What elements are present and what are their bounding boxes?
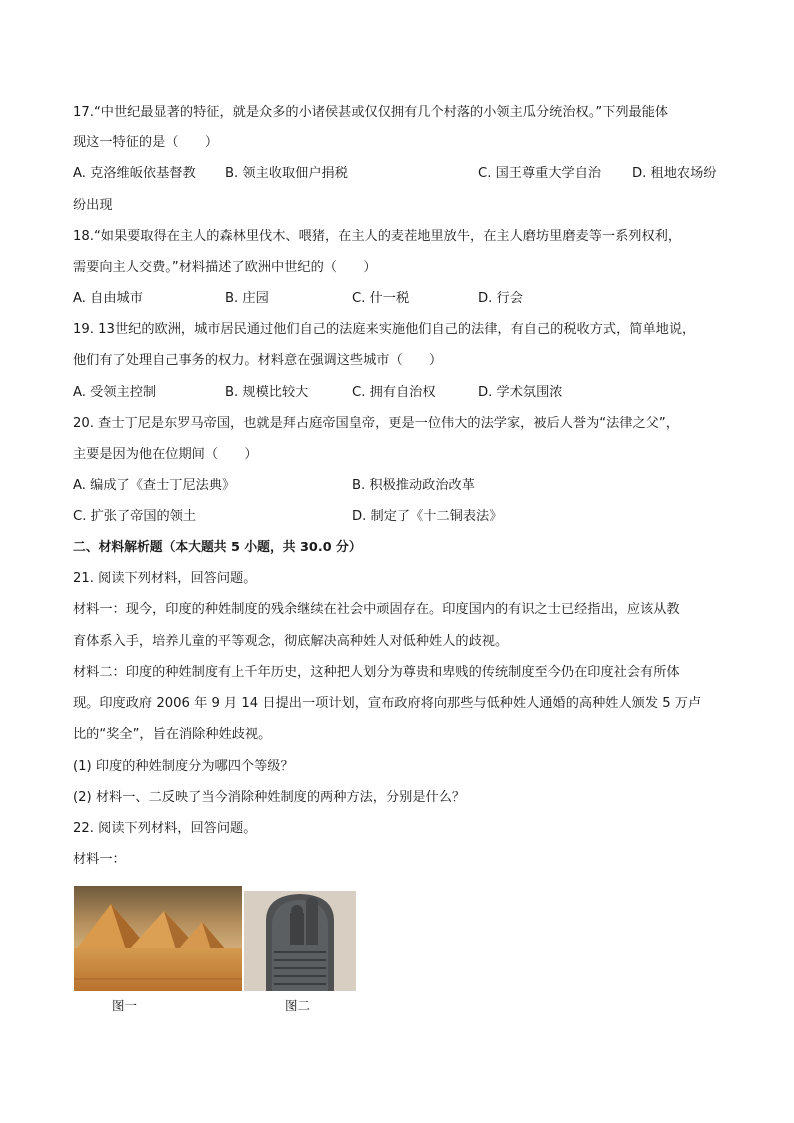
q18-option-d: D. 行会 xyxy=(478,291,523,306)
q21-material1-line1: 材料一：现今，印度的种姓制度的残余继续在社会中顽固存在。印度国内的有识之士已经指出，应该从教 xyxy=(73,602,680,617)
q19-option-b: B. 规模比较大 xyxy=(225,385,309,400)
q19-option-c: C. 拥有自治权 xyxy=(352,385,436,400)
q20-option-b: B. 积极推动政治改革 xyxy=(352,478,475,493)
q21-material1-line2: 育体系入手，培养儿童的平等观念，彻底解决高种姓人对低种姓人的歧视。 xyxy=(73,634,509,649)
pyramids-photo-icon xyxy=(74,886,242,991)
q17-option-d-continued: 纷出现 xyxy=(73,198,113,213)
figure2-caption: 图二 xyxy=(285,998,311,1013)
q20-option-c: C. 扩张了帝国的领土 xyxy=(73,509,197,524)
stele-photo-icon xyxy=(244,891,356,991)
q18-option-b: B. 庄园 xyxy=(225,291,269,306)
q17-option-d: D. 租地农场纷 xyxy=(632,166,717,181)
q19-stem-line2: 他们有了处理自己事务的权力。材料意在强调这些城市（ ） xyxy=(73,353,443,368)
q19-option-d: D. 学术氛围浓 xyxy=(478,385,563,400)
q22-intro: 22. 阅读下列材料，回答问题。 xyxy=(73,821,257,836)
q21-subquestion-2: (2) 材料一、二反映了当今消除种姓制度的两种方法，分别是什么？ xyxy=(73,790,466,805)
q19-stem-line1: 19. 13世纪的欧洲，城市居民通过他们自己的法庭来实施他们自己的法律，有自己的税收方式，简单地说， xyxy=(73,322,696,337)
q17-option-a: A. 克洛维皈依基督教 xyxy=(73,166,196,181)
q20-stem-line2: 主要是因为他在位期间（ ） xyxy=(73,447,258,462)
q22-material1-label: 材料一： xyxy=(73,852,126,867)
q21-intro: 21. 阅读下列材料，回答问题。 xyxy=(73,571,257,586)
hammurabi-stele-photo xyxy=(244,891,356,991)
q18-option-a: A. 自由城市 xyxy=(73,291,143,306)
q20-stem-line1: 20. 查士丁尼是东罗马帝国，也就是拜占庭帝国皇帝，更是一位伟大的法学家，被后人誉为“法律之父”， xyxy=(73,416,679,431)
q19-option-a: A. 受领主控制 xyxy=(73,385,157,400)
pyramids-photo xyxy=(74,886,242,991)
section2-heading: 二、材料解析题（本大题共 5 小题，共 30.0 分） xyxy=(73,540,362,555)
q20-option-a: A. 编成了《查士丁尼法典》 xyxy=(73,478,236,493)
q21-material2-line1: 材料二：印度的种姓制度有上千年历史，这种把人划分为尊贵和卑贱的传统制度至今仍在印度社会有所体 xyxy=(73,665,680,680)
q20-option-d: D. 制定了《十二铜表法》 xyxy=(352,509,503,524)
q21-material2-line2: 现。印度政府 2006 年 9 月 14 日提出一项计划，宣布政府将向那些与低种姓人通婚的高种姓人颁发 5 万卢 xyxy=(73,696,702,711)
q21-material2-line3: 比的“奖全”，旨在消除种姓歧视。 xyxy=(73,727,272,742)
q18-stem-line2: 需要向主人交费。”材料描述了欧洲中世纪的（ ） xyxy=(73,260,377,275)
q17-option-c: C. 国王尊重大学自治 xyxy=(478,166,602,181)
q17-option-b: B. 领主收取佃户捐税 xyxy=(225,166,348,181)
q17-stem-line1: 17.“中世纪最显著的特征，就是众多的小诸侯甚或仅仅拥有几个村落的小领主瓜分统治权。”下列最能体 xyxy=(73,105,669,120)
q18-option-c: C. 什一税 xyxy=(352,291,410,306)
q21-subquestion-1: (1) 印度的种姓制度分为哪四个等级？ xyxy=(73,759,294,774)
q18-stem-line1: 18.“如果要取得在主人的森林里伐木、喂猪，在主人的麦茬地里放牛，在主人磨坊里磨麦等一系列权利， xyxy=(73,229,682,244)
figure1-caption: 图一 xyxy=(112,998,138,1013)
q17-stem-line2: 现这一特征的是（ ） xyxy=(73,135,219,150)
